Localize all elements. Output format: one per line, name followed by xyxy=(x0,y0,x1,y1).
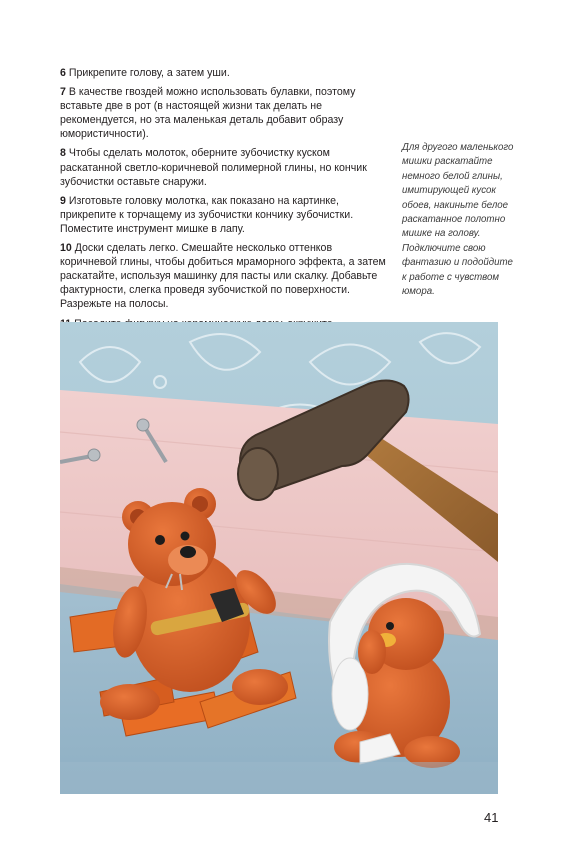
step-9 xyxy=(60,194,387,236)
step-text: В качестве гвоздей можно использовать булавки, поэтому вставьте две в рот (в настоящей жизни так делать не рекомендуется, но эта маленькая деталь добавит образу юмористичности). xyxy=(60,86,356,141)
step-6 xyxy=(60,66,387,80)
instruction-steps xyxy=(60,66,387,364)
step-8 xyxy=(60,146,387,188)
step-text: Прикрепите голову, а затем уши. xyxy=(68,67,230,79)
step-10 xyxy=(60,241,387,311)
step-number: 7 xyxy=(60,86,66,99)
page-number: 41 xyxy=(484,810,499,825)
step-text: Изготовьте головку молотка, как показано на картинке, прикрепите к торчащему из зубочистки кончику зубочистки. Поместите инструмент мишке в лапу. xyxy=(60,194,354,235)
step-number: 9 xyxy=(60,194,66,207)
step-text: Доски сделать легко. Смешайте несколько оттенков коричневой глины, чтобы добиться мраморного эффекта, а затем раскатайте, используя машинку для пасты или скалку. Добавьте фактурности, слегка проведя зубочисткой по поверхности. Разрежьте на полосы. xyxy=(60,242,386,311)
clay-bears-photo xyxy=(60,322,498,794)
sidebar-tip: Для другого маленького мишки раскатайте немного белой глины, имитирующей кусок обоев, накиньте белое раскатанное полотно мишке на голову. Подключите свою фантазию и подойдите к работе с чувством юмора. xyxy=(402,142,514,298)
step-number: 8 xyxy=(60,147,66,160)
step-number: 10 xyxy=(60,242,72,255)
step-text: Чтобы сделать молоток, оберните зубочистку куском раскатанной светло-коричневой полимерной глины, но кончик зубочистки оставьте снаружи. xyxy=(60,147,367,188)
step-7 xyxy=(60,85,387,141)
step-number: 6 xyxy=(60,67,66,79)
